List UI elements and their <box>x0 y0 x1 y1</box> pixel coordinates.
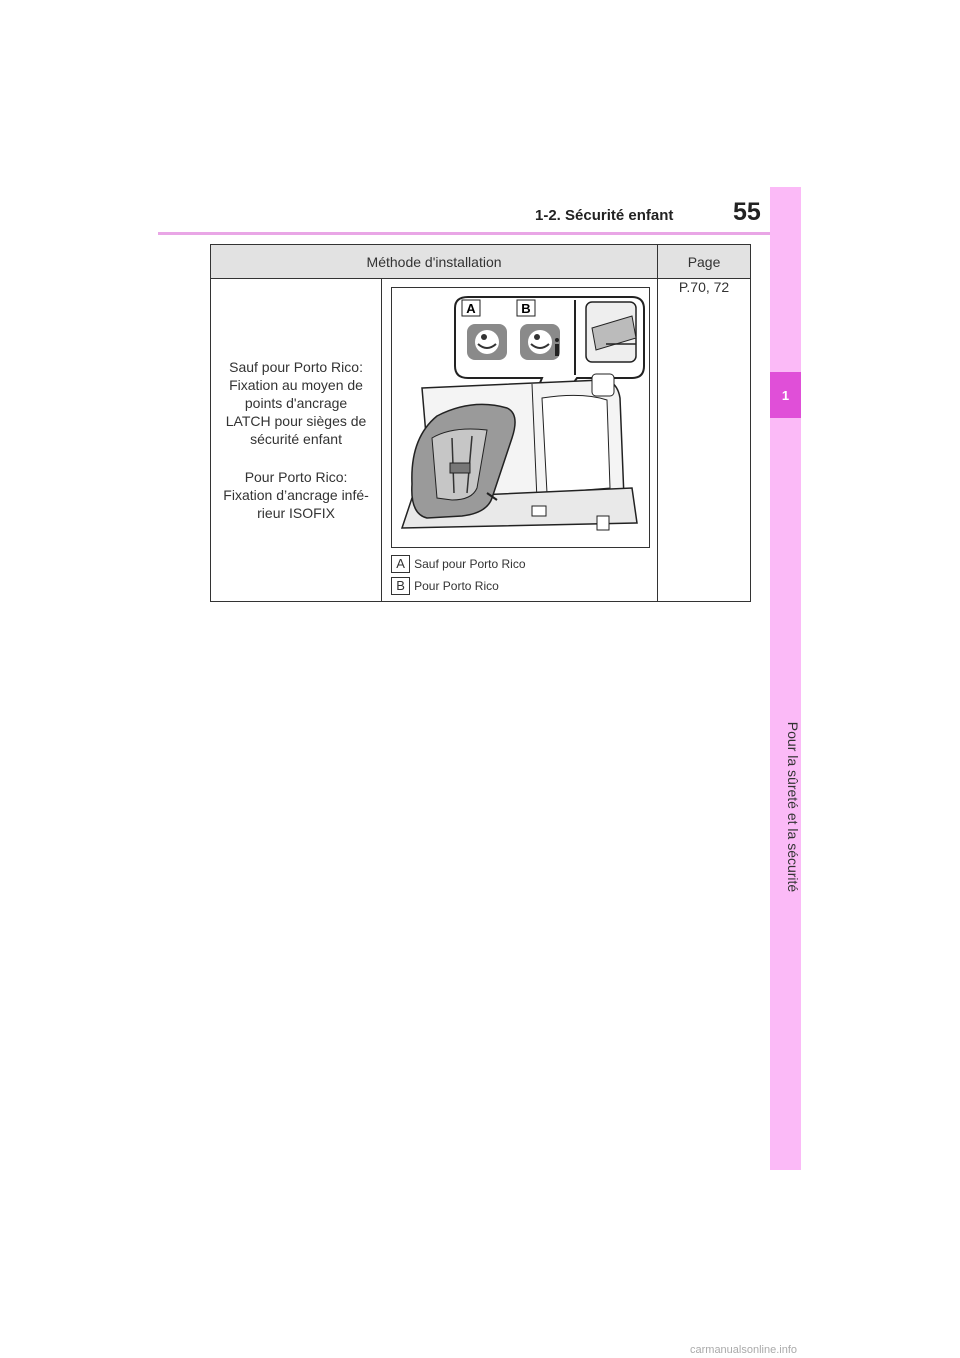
method-cell <box>211 279 382 602</box>
method-line: Fixation d’ancrage infé- <box>223 487 369 503</box>
figure-cell <box>382 279 658 602</box>
installation-methods-table <box>210 244 751 602</box>
chapter-side-tab[interactable] <box>770 187 801 1170</box>
method-description-latch <box>212 358 380 448</box>
legend-key-b: B <box>391 577 410 595</box>
isofix-symbol-icon <box>520 324 560 360</box>
callout-a-label: A <box>466 301 476 316</box>
method-line: Pour Porto Rico: <box>244 469 348 485</box>
child-seat-illustration <box>391 287 650 548</box>
method-line: LATCH pour sièges de <box>225 413 367 429</box>
legend-label-b: Pour Porto Rico <box>414 579 499 593</box>
callout-b-label: B <box>521 301 531 316</box>
latch-symbol-icon <box>467 324 507 360</box>
table-row <box>211 279 751 602</box>
legend-row <box>391 575 650 597</box>
method-line: rieur ISOFIX <box>257 505 335 521</box>
child-seat-drawing <box>392 288 649 547</box>
method-line: Fixation au moyen de <box>229 377 363 393</box>
chapter-label: Pour la sûreté et la sécurité <box>785 721 801 893</box>
legend-key-a: A <box>391 555 410 573</box>
header-rule <box>158 232 770 235</box>
page-reference[interactable]: P.70, 72 <box>678 279 730 295</box>
chapter-number-badge: 1 <box>770 372 801 418</box>
anchor-closeup <box>586 302 636 362</box>
header-page: Page <box>658 245 751 279</box>
header-installation-method: Méthode d'installation <box>211 245 658 279</box>
method-line: Sauf pour Porto Rico: <box>229 359 363 375</box>
legend-row <box>391 553 650 575</box>
page-number: 55 <box>733 198 761 226</box>
method-line: points d'ancrage <box>244 395 348 411</box>
legend-label-a: Sauf pour Porto Rico <box>414 557 526 571</box>
page-reference-cell <box>658 279 751 602</box>
footer-watermark: carmanualsonline.info <box>690 1344 798 1356</box>
section-header-title: 1-2. Sécurité enfant <box>535 207 674 224</box>
method-line: sécurité enfant <box>250 431 342 447</box>
method-description-isofix <box>212 468 380 522</box>
